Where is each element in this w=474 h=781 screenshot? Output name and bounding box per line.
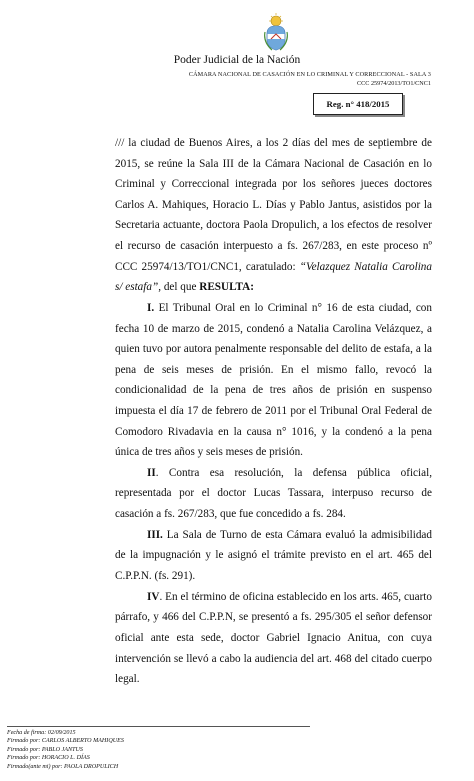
registry-box: Reg. n° 418/2015: [313, 93, 403, 115]
signature-footer: [7, 729, 124, 771]
paragraph-text: . Contra esa resolución, la defensa pública oficial, representada por el doctor Lucas Tassara, interpuso recurso de casación a fs. 267/283, que fue concedido a fs. 284.: [115, 466, 432, 521]
signer-line: Firmado por: HORACIO L. DÍAS: [7, 755, 90, 762]
intro-text-tail: , del que: [158, 281, 200, 294]
signer-line: Firmado por: CARLOS ALBERTO MAHIQUES: [7, 738, 124, 745]
paragraph-number: I.: [147, 301, 155, 314]
paragraph-3: [115, 525, 432, 587]
intro-paragraph: [115, 133, 432, 298]
paragraph-number: IV: [147, 590, 160, 603]
case-code: CCC 25974/2013/TO1/CNC1: [357, 80, 431, 87]
paragraph-text: La Sala de Turno de esta Cámara evaluó la admisibilidad de la impugnación y le asignó el trámite previsto en el art. 465 del C.P.P.N. (fs. 291).: [115, 528, 432, 583]
paragraph-2: [115, 463, 432, 525]
case-caption: “Velazquez Natalia Carolina s/ estafa”: [115, 260, 432, 294]
paragraph-4: [115, 587, 432, 690]
paragraph-text: El Tribunal Oral en lo Criminal n° 16 de esta ciudad, con fecha 10 de marzo de 2015, condenó a Natalia Carolina Velázquez, a quien tuvo por autora penalmente responsable del delito de estafa, a la pena de seis meses de prisión. En el mismo fallo, revocó la condicionalidad de la pena de tres años de prisión en suspenso impuesta el día 17 de febrero de 2011 por el Tribunal Oral Federal de Comodoro Rivadavia en la causa n° 1016, y la condenó a la pena única de tres años y seis meses de prisión.: [115, 301, 432, 459]
signer-line: Firmado por: PABLO JANTUS: [7, 746, 83, 753]
court-name: Poder Judicial de la Nación: [173, 54, 301, 66]
chamber-name: CÁMARA NACIONAL DE CASACIÓN EN LO CRIMINAL Y CORRECCIONAL - SALA 3: [188, 71, 431, 78]
result-heading: RESULTA:: [199, 281, 254, 294]
intro-text: /// la ciudad de Buenos Aires, a los 2 días del mes de septiembre de 2015, se reúne la Sala III de la Cámara Nacional de Casación en lo Criminal y Correccional integrada por los señores jueces doctores Carlos A. Mahiques, Horacio L. Días y Pablo Jantus, asistidos por la Secretaria actuante, doctora Paola Dropulich, a los efectos de resolver el recurso de casación interpuesto a fs. 267/283, en este proceso nº CCC 25974/13/TO1/CNC1, caratulado:: [115, 137, 432, 273]
signer-line: Firmado(ante mi) por: PAOLA DROPULICH: [7, 763, 119, 770]
footer-divider: [7, 726, 310, 727]
coat-of-arms-seal: [263, 12, 289, 52]
document-body: [115, 133, 432, 690]
signature-date: Fecha de firma: 02/09/2015: [7, 730, 76, 736]
paragraph-text: . En el término de oficina establecido en los arts. 465, cuarto párrafo, y 466 del C.P.P.N, se presentó a fs. 295/305 el señor defensor oficial ante esta sede, doctor Gabriel Ignacio Anitua, con cuya intervención se llevó a cabo la audiencia del art. 468 del citado cuerpo legal.: [115, 590, 432, 686]
paragraph-number: II: [147, 466, 156, 479]
paragraph-number: III.: [147, 528, 163, 541]
paragraph-1: [115, 298, 432, 463]
